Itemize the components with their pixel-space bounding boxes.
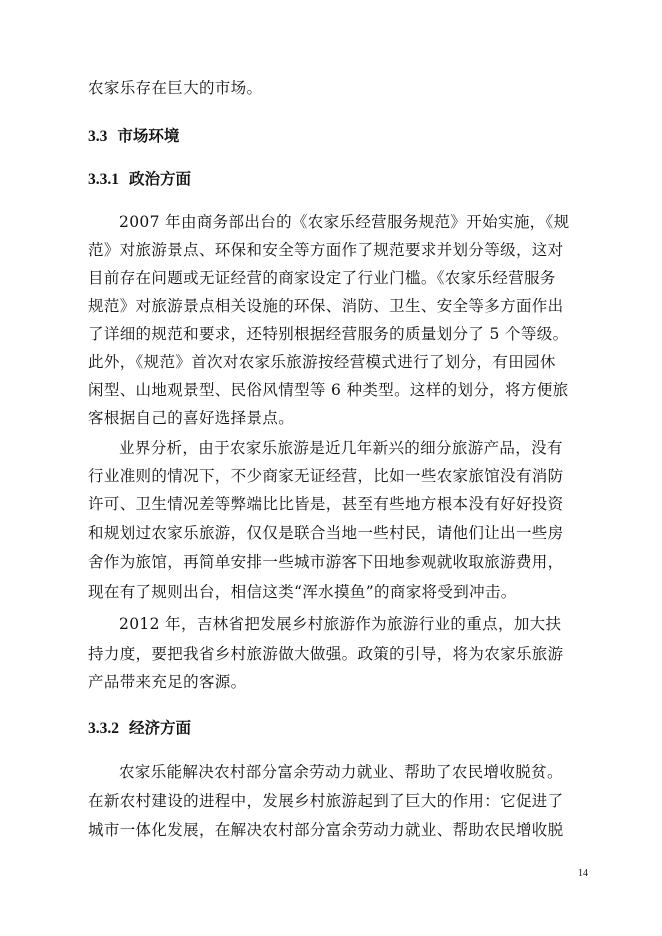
paragraph-line: 目前存在问题或无证经营的商家设定了行业门槛。《农家乐经营服务 [88,269,556,287]
section-title: 政治方面 [129,169,192,188]
paragraph-line: 城市一体化发展，在解决农村部分富余劳动力就业、帮助农民增收脱 [88,821,564,839]
paragraph-line: 了详细的规范和要求，还特别根据经营服务的质量划分了 5 个等级。 [88,325,569,343]
section-number: 3.3.2 [88,720,119,737]
paragraph-line: 农家乐能解决农村部分富余劳动力就业、帮助了农民增收脱贫。 [119,763,563,781]
section-number: 3.3.1 [88,171,119,188]
paragraph-line: 2012 年，吉林省把发展乡村旅游作为旅游行业的重点，加大扶 [119,615,562,633]
paragraph-line: 和规划过农家乐旅游，仅仅是联合当地一些村民，请他们让出一些房 [88,524,564,542]
paragraph-line: 持力度，要把我省乡村旅游做大做强。政策的引导，将为农家乐旅游 [88,645,564,663]
section-title: 市场环境 [117,126,180,145]
paragraph-line: 2007 年由商务部出台的《农家乐经营服务规范》开始实施，《规 [119,213,570,231]
section-heading-3-3 [88,126,179,147]
section-number: 3.3 [88,128,108,145]
paragraph-line: 在新农村建设的进程中，发展乡村旅游起到了巨大的作用：它促进了 [88,792,564,810]
paragraph-line: 客根据自己的喜好选择景点。 [88,409,295,427]
paragraph-line: 此外，《规范》首次对农家乐旅游按经营模式进行了划分，有田园休 [88,353,556,371]
section-title: 经济方面 [129,718,192,737]
paragraph-line: 舍作为旅馆，再简单安排一些城市游客下田地参观就收取旅游费用， [88,553,564,571]
paragraph-line: 行业准则的情况下，不少商家无证经营，比如一些农家旅馆没有消防 [88,467,564,485]
intro-line: 农家乐存在巨大的市场。 [88,79,263,97]
paragraph-line: 规范》对旅游景点相关设施的环保、消防、卫生、安全等多方面作出 [88,297,564,315]
paragraph-line: 许可、卫生情况差等弊端比比皆是，甚至有些地方根本没有好好投资 [88,495,564,513]
paragraph-line: 现在有了规则出台，相信这类“浑水摸鱼”的商家将受到冲击。 [88,583,517,601]
paragraph-line: 业界分析，由于农家乐旅游是近几年新兴的细分旅游产品，没有 [119,439,563,457]
paragraph-line: 产品带来充足的客源。 [88,673,247,691]
section-heading-3-3-1 [88,169,191,190]
paragraph-line: 闲型、山地观景型、民俗风情型等 6 种类型。这样的划分，将方便旅 [88,381,569,399]
section-heading-3-3-2 [88,718,191,739]
page-number: 14 [578,868,588,879]
paragraph-line: 范》对旅游景点、环保和安全等方面作了规范要求并划分等级，这对 [88,241,564,259]
